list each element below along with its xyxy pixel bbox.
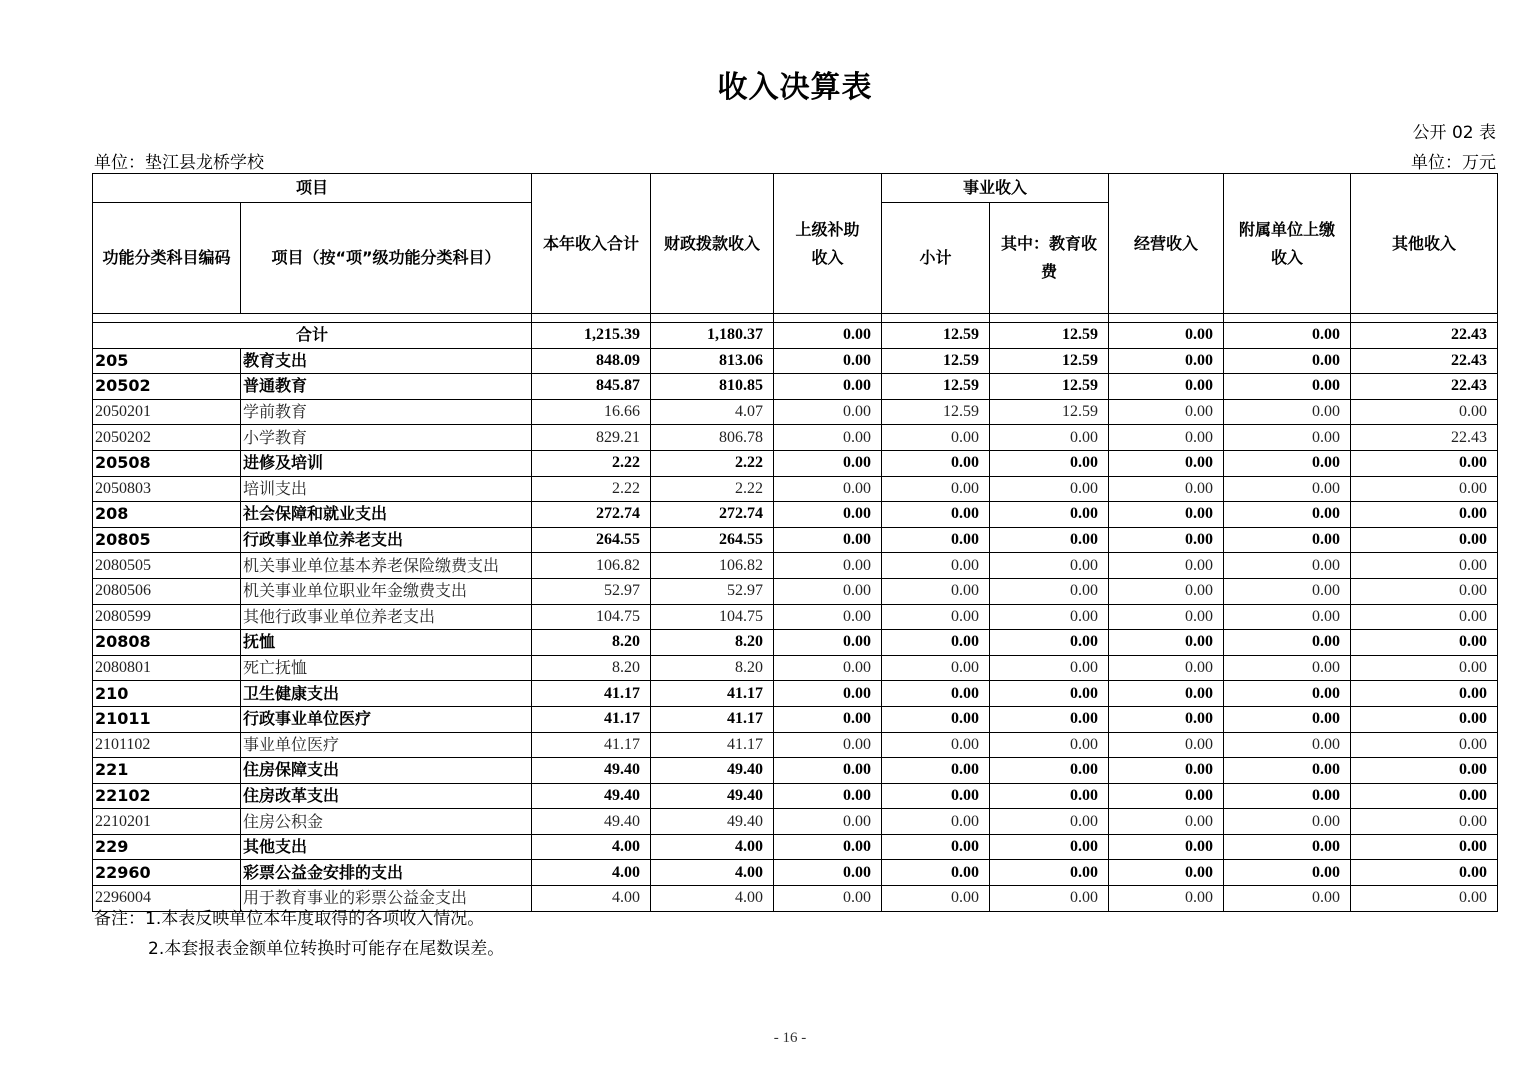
amount-cell: 0.00 — [1109, 578, 1224, 604]
amount-cell: 49.40 — [532, 783, 651, 809]
amount-cell: 0.00 — [1224, 630, 1351, 656]
amount-cell: 0.00 — [1224, 502, 1351, 528]
amount-cell: 0.00 — [774, 732, 882, 758]
amount-cell: 12.59 — [990, 348, 1109, 374]
amount-cell: 0.00 — [882, 604, 990, 630]
amount-cell: 4.00 — [651, 834, 774, 860]
table-row — [93, 604, 1498, 630]
project-name-cell: 行政事业单位医疗 — [241, 706, 532, 732]
amount-cell: 49.40 — [651, 758, 774, 784]
amount-cell: 0.00 — [882, 502, 990, 528]
amount-cell: 0.00 — [1109, 758, 1224, 784]
amount-cell: 0.00 — [1224, 860, 1351, 886]
amount-cell: 0.00 — [990, 758, 1109, 784]
amount-cell: 806.78 — [651, 425, 774, 451]
total-cell: 1,215.39 — [532, 323, 651, 349]
amount-cell: 0.00 — [1351, 399, 1498, 425]
function-code-cell: 2080801 — [93, 655, 241, 681]
amount-cell: 0.00 — [1109, 630, 1224, 656]
project-name-cell: 彩票公益金安排的支出 — [241, 860, 532, 886]
table-row — [93, 399, 1498, 425]
total-cell: 22.43 — [1351, 323, 1498, 349]
amount-cell: 0.00 — [1224, 732, 1351, 758]
amount-cell: 0.00 — [774, 553, 882, 579]
amount-cell: 0.00 — [990, 681, 1109, 707]
header-func-code: 功能分类科目编码 — [93, 203, 241, 314]
table-row — [93, 706, 1498, 732]
amount-cell: 0.00 — [1351, 578, 1498, 604]
amount-cell: 4.00 — [651, 886, 774, 912]
amount-cell: 0.00 — [882, 553, 990, 579]
amount-cell: 0.00 — [990, 834, 1109, 860]
amount-cell: 12.59 — [990, 374, 1109, 400]
table-row — [93, 553, 1498, 579]
amount-cell: 0.00 — [1109, 450, 1224, 476]
amount-cell: 0.00 — [774, 706, 882, 732]
note-1: 备注：1.本表反映单位本年度取得的各项收入情况。 — [94, 909, 485, 929]
function-code-cell: 208 — [93, 502, 241, 528]
notes — [94, 904, 504, 964]
amount-cell: 0.00 — [882, 809, 990, 835]
table-row — [93, 783, 1498, 809]
amount-cell: 0.00 — [1224, 374, 1351, 400]
table-row — [93, 834, 1498, 860]
project-name-cell: 机关事业单位职业年金缴费支出 — [241, 578, 532, 604]
project-name-cell: 卫生健康支出 — [241, 681, 532, 707]
amount-cell: 0.00 — [1224, 809, 1351, 835]
function-code-cell: 2101102 — [93, 732, 241, 758]
amount-cell: 0.00 — [1109, 348, 1224, 374]
total-cell: 0.00 — [1224, 323, 1351, 349]
amount-cell: 0.00 — [1109, 886, 1224, 912]
amount-cell: 0.00 — [1109, 860, 1224, 886]
amount-cell: 4.07 — [651, 399, 774, 425]
amount-cell: 0.00 — [990, 604, 1109, 630]
amount-cell: 16.66 — [532, 399, 651, 425]
amount-cell: 52.97 — [532, 578, 651, 604]
amount-cell: 49.40 — [532, 758, 651, 784]
amount-cell: 0.00 — [1351, 860, 1498, 886]
function-code-cell: 2296004 — [93, 886, 241, 912]
note-2: 2.本套报表金额单位转换时可能存在尾数误差。 — [148, 939, 505, 959]
amount-cell: 0.00 — [774, 450, 882, 476]
amount-cell: 0.00 — [774, 502, 882, 528]
amount-cell: 8.20 — [532, 655, 651, 681]
amount-cell: 41.17 — [532, 732, 651, 758]
amount-cell: 0.00 — [1109, 732, 1224, 758]
function-code-cell: 210 — [93, 681, 241, 707]
table-row — [93, 758, 1498, 784]
project-name-cell: 事业单位医疗 — [241, 732, 532, 758]
project-name-cell: 其他支出 — [241, 834, 532, 860]
amount-cell: 0.00 — [882, 578, 990, 604]
amount-cell: 0.00 — [990, 783, 1109, 809]
header-fiscal: 财政拨款收入 — [651, 174, 774, 314]
function-code-cell: 20508 — [93, 450, 241, 476]
header-project: 项目 — [93, 174, 532, 203]
amount-cell: 12.59 — [990, 399, 1109, 425]
amount-cell: 0.00 — [990, 630, 1109, 656]
table-row — [93, 681, 1498, 707]
amount-cell: 0.00 — [774, 860, 882, 886]
amount-cell: 8.20 — [651, 630, 774, 656]
amount-cell: 0.00 — [882, 476, 990, 502]
amount-cell: 0.00 — [1224, 783, 1351, 809]
project-name-cell: 住房公积金 — [241, 809, 532, 835]
amount-cell: 0.00 — [1109, 655, 1224, 681]
header-career-income: 事业收入 — [882, 174, 1109, 203]
function-code-cell: 20808 — [93, 630, 241, 656]
amount-cell: 0.00 — [1351, 758, 1498, 784]
amount-cell: 0.00 — [990, 860, 1109, 886]
amount-cell: 0.00 — [1224, 450, 1351, 476]
header-subtotal: 小计 — [882, 203, 990, 314]
project-name-cell: 进修及培训 — [241, 450, 532, 476]
table-row — [93, 527, 1498, 553]
amount-cell: 41.17 — [532, 681, 651, 707]
amount-cell: 0.00 — [1109, 399, 1224, 425]
amount-cell: 12.59 — [882, 399, 990, 425]
amount-cell: 0.00 — [1224, 681, 1351, 707]
amount-cell: 0.00 — [1109, 374, 1224, 400]
amount-cell: 22.43 — [1351, 374, 1498, 400]
function-code-cell: 2210201 — [93, 809, 241, 835]
amount-cell: 0.00 — [1109, 783, 1224, 809]
amount-cell: 0.00 — [990, 655, 1109, 681]
function-code-cell: 205 — [93, 348, 241, 374]
amount-cell: 4.00 — [651, 860, 774, 886]
amount-cell: 41.17 — [532, 706, 651, 732]
amount-cell: 0.00 — [990, 886, 1109, 912]
amount-cell: 0.00 — [1351, 732, 1498, 758]
amount-cell: 0.00 — [1351, 630, 1498, 656]
table-row — [93, 502, 1498, 528]
amount-cell: 0.00 — [774, 630, 882, 656]
amount-cell: 0.00 — [1109, 706, 1224, 732]
amount-cell: 0.00 — [990, 502, 1109, 528]
header-project-name: 项目（按“项”级功能分类科目） — [241, 203, 532, 314]
function-code-cell: 20502 — [93, 374, 241, 400]
amount-cell: 106.82 — [651, 553, 774, 579]
amount-cell: 0.00 — [1224, 425, 1351, 451]
table-row — [93, 630, 1498, 656]
amount-cell: 0.00 — [774, 348, 882, 374]
amount-cell: 0.00 — [882, 527, 990, 553]
project-name-cell: 行政事业单位养老支出 — [241, 527, 532, 553]
project-name-cell: 其他行政事业单位养老支出 — [241, 604, 532, 630]
amount-cell: 0.00 — [1351, 450, 1498, 476]
amount-cell: 41.17 — [651, 732, 774, 758]
amount-cell: 0.00 — [882, 886, 990, 912]
amount-cell: 0.00 — [1351, 502, 1498, 528]
table-number: 公开 02 表 — [1412, 123, 1496, 143]
amount-cell: 0.00 — [1224, 527, 1351, 553]
amount-cell: 0.00 — [990, 450, 1109, 476]
amount-cell: 0.00 — [774, 604, 882, 630]
header-affiliated: 附属单位上缴收入 — [1224, 174, 1351, 314]
project-name-cell: 死亡抚恤 — [241, 655, 532, 681]
header-edu-fee: 其中：教育收费 — [990, 203, 1109, 314]
amount-cell: 0.00 — [882, 783, 990, 809]
header-total-income: 本年收入合计 — [532, 174, 651, 314]
amount-cell: 49.40 — [651, 809, 774, 835]
function-code-cell: 2080599 — [93, 604, 241, 630]
project-name-cell: 机关事业单位基本养老保险缴费支出 — [241, 553, 532, 579]
total-cell: 0.00 — [1109, 323, 1224, 349]
amount-cell: 106.82 — [532, 553, 651, 579]
amount-cell: 0.00 — [1109, 476, 1224, 502]
amount-cell: 0.00 — [774, 578, 882, 604]
project-name-cell: 抚恤 — [241, 630, 532, 656]
amount-cell: 0.00 — [882, 758, 990, 784]
table-row — [93, 809, 1498, 835]
function-code-cell: 2080506 — [93, 578, 241, 604]
amount-cell: 0.00 — [1351, 886, 1498, 912]
function-code-cell: 22102 — [93, 783, 241, 809]
amount-cell: 4.00 — [532, 886, 651, 912]
amount-cell: 0.00 — [1109, 604, 1224, 630]
project-name-cell: 社会保障和就业支出 — [241, 502, 532, 528]
amount-cell: 4.00 — [532, 834, 651, 860]
amount-cell: 845.87 — [532, 374, 651, 400]
amount-cell: 0.00 — [882, 706, 990, 732]
amount-cell: 0.00 — [1224, 578, 1351, 604]
amount-cell: 0.00 — [990, 527, 1109, 553]
amount-cell: 0.00 — [882, 630, 990, 656]
total-cell: 0.00 — [774, 323, 882, 349]
amount-cell: 2.22 — [532, 450, 651, 476]
amount-cell: 0.00 — [1109, 425, 1224, 451]
amount-cell: 0.00 — [1109, 527, 1224, 553]
amount-cell: 0.00 — [1109, 834, 1224, 860]
amount-cell: 0.00 — [990, 553, 1109, 579]
header-operating: 经营收入 — [1109, 174, 1224, 314]
amount-cell: 0.00 — [774, 374, 882, 400]
amount-cell: 0.00 — [1224, 399, 1351, 425]
currency-unit: 单位：万元 — [1411, 153, 1496, 173]
amount-cell: 0.00 — [1351, 527, 1498, 553]
table-row — [93, 348, 1498, 374]
project-name-cell: 住房保障支出 — [241, 758, 532, 784]
header-superior-subsidy: 上级补助收入 — [774, 174, 882, 314]
page-number: - 16 - — [773, 1030, 807, 1046]
total-cell: 12.59 — [990, 323, 1109, 349]
amount-cell: 813.06 — [651, 348, 774, 374]
amount-cell: 0.00 — [774, 476, 882, 502]
project-name-cell: 学前教育 — [241, 399, 532, 425]
amount-cell: 12.59 — [882, 374, 990, 400]
amount-cell: 8.20 — [532, 630, 651, 656]
amount-cell: 0.00 — [1224, 553, 1351, 579]
amount-cell: 0.00 — [990, 706, 1109, 732]
function-code-cell: 229 — [93, 834, 241, 860]
function-code-cell: 2050202 — [93, 425, 241, 451]
amount-cell: 0.00 — [774, 655, 882, 681]
amount-cell: 0.00 — [774, 758, 882, 784]
amount-cell: 0.00 — [990, 809, 1109, 835]
amount-cell: 0.00 — [1109, 809, 1224, 835]
page-title: 收入决算表 — [717, 70, 873, 105]
amount-cell: 8.20 — [651, 655, 774, 681]
amount-cell: 0.00 — [882, 834, 990, 860]
amount-cell: 52.97 — [651, 578, 774, 604]
amount-cell: 0.00 — [1351, 834, 1498, 860]
table-row — [93, 732, 1498, 758]
amount-cell: 0.00 — [1109, 502, 1224, 528]
amount-cell: 0.00 — [990, 732, 1109, 758]
income-statement-table — [92, 173, 1498, 912]
amount-cell: 0.00 — [774, 809, 882, 835]
table-row — [93, 578, 1498, 604]
table-row — [93, 476, 1498, 502]
amount-cell: 0.00 — [1224, 886, 1351, 912]
amount-cell: 0.00 — [774, 886, 882, 912]
total-cell: 12.59 — [882, 323, 990, 349]
table-row — [93, 860, 1498, 886]
amount-cell: 264.55 — [651, 527, 774, 553]
amount-cell: 0.00 — [882, 425, 990, 451]
amount-cell: 0.00 — [1224, 655, 1351, 681]
amount-cell: 272.74 — [651, 502, 774, 528]
amount-cell: 0.00 — [1224, 758, 1351, 784]
amount-cell: 22.43 — [1351, 348, 1498, 374]
amount-cell: 2.22 — [532, 476, 651, 502]
project-name-cell: 培训支出 — [241, 476, 532, 502]
table-row — [93, 655, 1498, 681]
amount-cell: 0.00 — [1109, 681, 1224, 707]
amount-cell: 0.00 — [1351, 681, 1498, 707]
amount-cell: 0.00 — [1224, 706, 1351, 732]
table-row — [93, 374, 1498, 400]
header-other: 其他收入 — [1351, 174, 1498, 314]
amount-cell: 0.00 — [774, 783, 882, 809]
amount-cell: 0.00 — [1351, 553, 1498, 579]
project-name-cell: 小学教育 — [241, 425, 532, 451]
amount-cell: 0.00 — [1224, 476, 1351, 502]
amount-cell: 4.00 — [532, 860, 651, 886]
table-row — [93, 425, 1498, 451]
function-code-cell: 21011 — [93, 706, 241, 732]
project-name-cell: 用于教育事业的彩票公益金支出 — [241, 886, 532, 912]
amount-cell: 0.00 — [990, 476, 1109, 502]
amount-cell: 22.43 — [1351, 425, 1498, 451]
amount-cell: 0.00 — [1351, 809, 1498, 835]
project-name-cell: 住房改革支出 — [241, 783, 532, 809]
amount-cell: 0.00 — [882, 732, 990, 758]
amount-cell: 272.74 — [532, 502, 651, 528]
amount-cell: 0.00 — [1351, 476, 1498, 502]
amount-cell: 0.00 — [774, 681, 882, 707]
amount-cell: 104.75 — [651, 604, 774, 630]
amount-cell: 49.40 — [532, 809, 651, 835]
total-cell: 1,180.37 — [651, 323, 774, 349]
amount-cell: 0.00 — [882, 450, 990, 476]
function-code-cell: 20805 — [93, 527, 241, 553]
amount-cell: 0.00 — [774, 399, 882, 425]
amount-cell: 0.00 — [1224, 348, 1351, 374]
amount-cell: 12.59 — [882, 348, 990, 374]
amount-cell: 2.22 — [651, 476, 774, 502]
amount-cell: 829.21 — [532, 425, 651, 451]
amount-cell: 49.40 — [651, 783, 774, 809]
function-code-cell: 2050201 — [93, 399, 241, 425]
amount-cell: 0.00 — [882, 655, 990, 681]
amount-cell: 810.85 — [651, 374, 774, 400]
amount-cell: 0.00 — [1351, 655, 1498, 681]
amount-cell: 0.00 — [990, 425, 1109, 451]
amount-cell: 0.00 — [990, 578, 1109, 604]
total-row — [93, 323, 1498, 349]
amount-cell: 0.00 — [774, 527, 882, 553]
amount-cell: 41.17 — [651, 706, 774, 732]
project-name-cell: 教育支出 — [241, 348, 532, 374]
amount-cell: 0.00 — [1351, 604, 1498, 630]
amount-cell: 0.00 — [1224, 834, 1351, 860]
function-code-cell: 221 — [93, 758, 241, 784]
amount-cell: 0.00 — [774, 425, 882, 451]
amount-cell: 0.00 — [882, 860, 990, 886]
amount-cell: 0.00 — [1351, 706, 1498, 732]
amount-cell: 0.00 — [1351, 783, 1498, 809]
amount-cell: 848.09 — [532, 348, 651, 374]
amount-cell: 0.00 — [882, 681, 990, 707]
amount-cell: 0.00 — [1109, 553, 1224, 579]
project-name-cell: 普通教育 — [241, 374, 532, 400]
amount-cell: 41.17 — [651, 681, 774, 707]
function-code-cell: 2080505 — [93, 553, 241, 579]
total-label: 合计 — [93, 323, 532, 349]
table-row — [93, 450, 1498, 476]
reporting-unit: 单位：垫江县龙桥学校 — [94, 153, 264, 173]
amount-cell: 104.75 — [532, 604, 651, 630]
amount-cell: 2.22 — [651, 450, 774, 476]
amount-cell: 0.00 — [774, 834, 882, 860]
function-code-cell: 22960 — [93, 860, 241, 886]
function-code-cell: 2050803 — [93, 476, 241, 502]
amount-cell: 264.55 — [532, 527, 651, 553]
amount-cell: 0.00 — [1224, 604, 1351, 630]
